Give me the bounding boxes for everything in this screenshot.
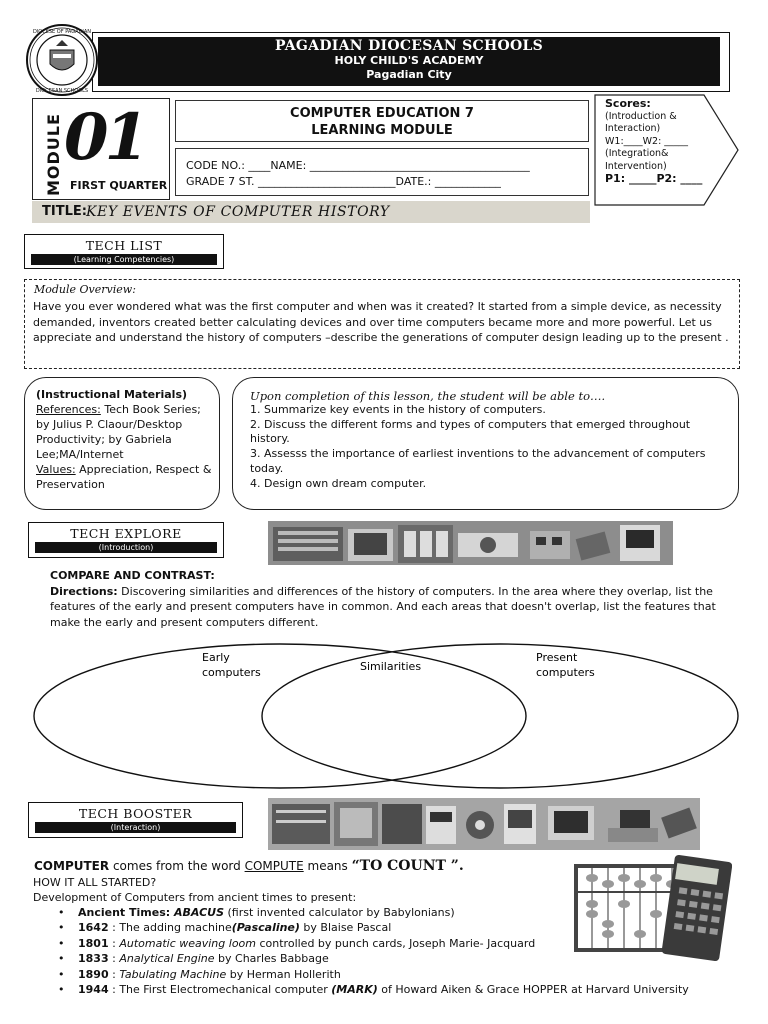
scores-intro: (Introduction & xyxy=(605,110,677,122)
values-label: Values: xyxy=(36,463,76,476)
bullet-icon: • xyxy=(58,983,65,997)
bullet-icon: • xyxy=(58,921,65,935)
venn-left-circle xyxy=(34,644,526,788)
tech-list-sub: (Learning Competencies) xyxy=(31,254,217,265)
venn-diagram[interactable] xyxy=(30,640,740,790)
student-info-fields[interactable] xyxy=(175,148,589,196)
tech-list-title: TECH LIST xyxy=(85,238,163,253)
scores-w-line[interactable]: W1:____W2: _____ xyxy=(605,135,689,147)
timeline-invention: Tabulating Machine xyxy=(119,967,227,981)
compute-definition xyxy=(34,858,464,874)
timeline-sep: : xyxy=(108,967,120,981)
venn-right-label-2: computers xyxy=(536,666,595,679)
course-title: COMPUTER EDUCATION 7 xyxy=(290,106,474,121)
timeline-item xyxy=(58,982,689,997)
bullet-icon: • xyxy=(58,952,65,966)
svg-text:DIOCESE OF PAGADIAN: DIOCESE OF PAGADIAN xyxy=(32,29,92,35)
venn-right-circle xyxy=(262,644,738,788)
development-heading: Development of Computers from ancient times to present: xyxy=(33,891,357,904)
school-name: PAGADIAN DIOCESAN SCHOOLS xyxy=(274,38,544,54)
timeline-era: 1944 xyxy=(78,983,109,997)
timeline-inventor: by Herman Hollerith xyxy=(226,967,341,981)
values-value: Appreciation, Respect & Preservation xyxy=(36,463,212,491)
timeline-invention: (Pascaline) xyxy=(231,921,300,935)
references-value: Tech Book Series; by Julius P. Claour/Desktop Productivity; by Gabriela Lee;MA/Internet xyxy=(36,403,201,461)
materials-text xyxy=(36,387,216,492)
scores-panel xyxy=(605,98,723,186)
module-quarter: FIRST QUARTER xyxy=(70,179,168,192)
def-part-b: comes from the word xyxy=(109,859,245,873)
course-title-box xyxy=(175,100,589,142)
scores-integration: (Integration& xyxy=(605,148,669,159)
timeline-era: 1801 xyxy=(78,936,109,950)
lesson-title: KEY EVENTS OF COMPUTER HISTORY xyxy=(86,204,390,220)
city-name: Pagadian City xyxy=(366,68,452,81)
module-label: MODULE xyxy=(44,113,63,196)
timeline-sep: : xyxy=(108,952,120,966)
tech-booster-sub: (Interaction) xyxy=(35,822,236,833)
tech-explore-tag xyxy=(28,522,224,558)
bullet-icon: • xyxy=(58,906,65,919)
tech-explore-title: TECH EXPLORE xyxy=(70,526,182,541)
overview-title: Module Overview: xyxy=(34,283,136,296)
timeline-era: Ancient Times: xyxy=(78,906,174,919)
timeline-era: 1833 xyxy=(78,952,109,966)
computer-history-image-strip xyxy=(268,521,673,565)
scores-intervention: Intervention) xyxy=(605,160,667,172)
references-text xyxy=(36,402,216,462)
compare-heading: COMPARE AND CONTRAST: xyxy=(50,569,215,582)
timeline-item xyxy=(58,967,689,982)
objective-item: 3. Assesss the importance of earliest inventions to the advancement of computers today. xyxy=(250,447,706,475)
directions-label: Directions: xyxy=(50,584,118,598)
timeline-inventor: controlled by punch cards, Joseph Marie- Jacquard xyxy=(256,936,536,950)
tech-explore-sub: (Introduction) xyxy=(35,542,217,553)
venn-left-label-1: Early xyxy=(202,651,230,664)
objective-item: 4. Design own dream computer. xyxy=(250,476,427,490)
timeline-invention: Automatic weaving loom xyxy=(119,936,256,950)
tech-booster-tag xyxy=(28,802,243,838)
scores-interaction: Interaction) xyxy=(605,123,661,134)
word-compute: COMPUTE xyxy=(244,859,304,873)
venn-left-label-2: computers xyxy=(202,666,261,679)
timeline-era: 1642 xyxy=(78,921,109,935)
code-name-field[interactable]: CODE NO.: ____NAME: ________________________________________ xyxy=(186,159,530,172)
title-label: TITLE: xyxy=(42,204,87,219)
word-computer: COMPUTER xyxy=(34,859,110,873)
compare-directions xyxy=(50,584,730,631)
module-number: 01 xyxy=(64,100,146,175)
timeline-era: 1890 xyxy=(78,967,109,981)
tech-list-tag xyxy=(24,234,224,269)
objectives-list xyxy=(250,403,720,491)
materials-title: (Instructional Materials) xyxy=(36,388,188,401)
timeline-desc: (first invented calculator by Babylonians) xyxy=(224,906,455,919)
timeline-desc: : The First Electromechanical computer xyxy=(108,983,332,997)
school-header xyxy=(98,37,720,86)
svg-text:DIOCESAN SCHOOLS: DIOCESAN SCHOOLS xyxy=(35,88,89,94)
grade-date-field[interactable]: GRADE 7 ST. _________________________DATE.: ____________ xyxy=(186,175,501,188)
timeline-desc: : The adding machine xyxy=(108,921,232,935)
objective-item: 2. Discuss the different forms and types of computers that emerged throughout history. xyxy=(250,417,691,446)
timeline-inventor: by Charles Babbage xyxy=(214,952,329,966)
compare-contrast-section xyxy=(50,568,730,630)
timeline-invention: ABACUS xyxy=(174,906,224,919)
venn-right-label-1: Present xyxy=(536,651,578,664)
course-subtitle: LEARNING MODULE xyxy=(311,123,453,138)
scores-title: Scores: xyxy=(605,97,651,110)
references-label: References: xyxy=(36,403,101,416)
values-text xyxy=(36,462,216,492)
scores-p-line[interactable]: P1: _____P2: ____ xyxy=(605,172,703,185)
timeline-sep: : xyxy=(108,936,120,950)
venn-middle-label: Similarities xyxy=(360,660,422,673)
school-seal-logo xyxy=(22,24,102,96)
tech-booster-title: TECH BOOSTER xyxy=(78,806,193,821)
bullet-icon: • xyxy=(58,967,65,981)
timeline-inventor: of Howard Aiken & Grace HOPPER at Harvard University xyxy=(377,983,689,997)
to-count-phrase: “TO COUNT ”. xyxy=(351,858,464,874)
timeline-invention: Analytical Engine xyxy=(119,952,215,966)
overview-text: Have you ever wondered what was the first computer and when was it created? It started from a simple device, as necessity demanded, inventors created better calculating devices and over time computers became more and more powerful. Let us appreciate and understand the history of computers –describe the generations of computer design leading up to the present . xyxy=(33,300,729,344)
academy-name: HOLY CHILD'S ACADEMY xyxy=(334,54,484,67)
bullet-icon: • xyxy=(58,936,65,950)
timeline-invention: (MARK) xyxy=(331,983,378,997)
computer-evolution-image-strip xyxy=(268,798,700,850)
directions-text: Discovering similarities and differences of the history of computers. In the area where they overlap, list the features of the early and present computers have in common. And each areas that doesn't overlap, list the features that make the early and present computers different. xyxy=(50,584,716,629)
objective-item: 1. Summarize key events in the history of computers. xyxy=(250,403,546,416)
how-it-started: HOW IT ALL STARTED? xyxy=(33,876,157,889)
lesson-title-bar xyxy=(32,201,590,223)
def-part-d: means xyxy=(303,859,352,873)
abacus-calculator-image xyxy=(572,854,732,964)
timeline-inventor: by Blaise Pascal xyxy=(299,921,392,935)
objectives-intro: Upon completion of this lesson, the student will be able to…. xyxy=(250,389,606,403)
